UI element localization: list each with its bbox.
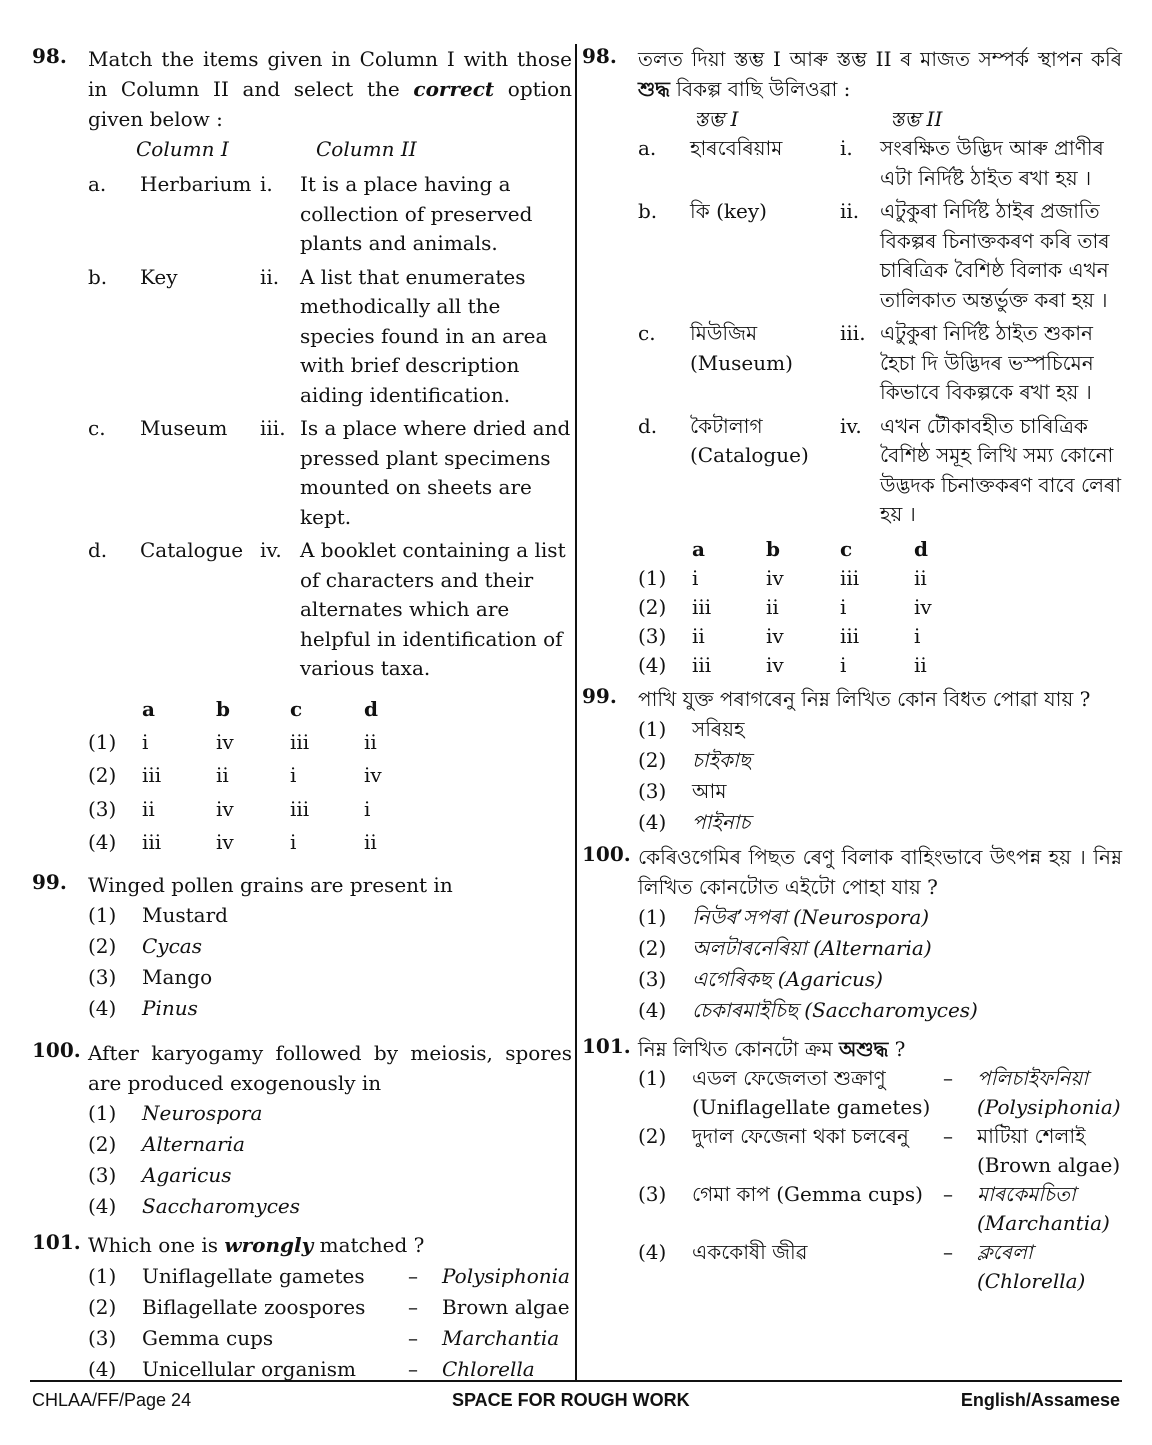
match-row (638, 197, 1122, 315)
option-number: (1) (88, 1263, 117, 1288)
answer-option[interactable] (638, 995, 1122, 1026)
row-letter: b. (638, 199, 658, 223)
match-row (638, 319, 1122, 408)
answer-option[interactable] (638, 745, 1122, 776)
option-number: (1) (638, 1065, 667, 1090)
match-row (638, 412, 1122, 530)
option-text: Agaricus (142, 1162, 232, 1187)
row-numeral: i. (260, 172, 273, 196)
pair-item: Uniflagellate gametes (142, 1263, 365, 1288)
pair-dash: – (943, 1123, 953, 1148)
option-number: (2) (638, 594, 667, 619)
option-value: iv (216, 729, 234, 754)
pair-dash: – (408, 1294, 418, 1319)
answer-option[interactable] (88, 900, 572, 931)
match-row (88, 263, 572, 411)
column-2-item: Is a place where dried and pressed plant specimens mounted on sheets are kept. (300, 416, 571, 529)
question-text: After karyogamy followed by meiosis, spores are produced exogenously in (88, 1040, 572, 1095)
option-number: (4) (88, 995, 117, 1020)
option-value: ii (766, 594, 779, 619)
answer-option[interactable] (88, 931, 572, 962)
pair-dash: – (943, 1181, 953, 1206)
answer-option[interactable] (638, 593, 1122, 622)
question-number: 100. (32, 1037, 81, 1062)
pair-item: গেমা কাপ (Gemma cups) (692, 1181, 923, 1206)
option-number: (3) (88, 1162, 117, 1187)
option-number: (1) (638, 716, 667, 741)
option-number: (3) (638, 623, 667, 648)
column-2-item: এটুকুৰা নিৰ্দিষ্ট ঠাইত শুকান হৈচা দি উদ্ভিদৰ ভস্পচিমেন কিভাবে বিকল্পকে ৰখা হয় । (880, 321, 1094, 404)
answer-option[interactable] (88, 826, 572, 860)
answer-option[interactable] (638, 1064, 1122, 1122)
option-text: Mango (142, 964, 213, 989)
row-letter: a. (88, 172, 107, 196)
question-text: পাখি যুক্ত পৰাগৰেনু নিম্ন লিখিত কোন বিধত পোৱা যায় ? (638, 686, 1091, 711)
option-number: (3) (638, 778, 667, 803)
pair-dash: – (943, 1065, 953, 1090)
option-value: ii (216, 763, 229, 787)
option-value: i (840, 594, 847, 619)
options-100 (32, 1098, 572, 1222)
question-text: তলত দিয়া স্তম্ভ I আৰু স্তম্ভ II ৰ মাজত সম্পৰ্ক স্থাপন কৰি শুদ্ধ বিকল্প বাছি উলিওৱা : (638, 47, 1122, 101)
column-2-item: A booklet containing a list of characters and their alternates which are helpful in identification of various taxa. (300, 538, 566, 680)
option-value: ii (914, 652, 927, 677)
question-text: Winged pollen grains are present in (88, 872, 453, 897)
option-number: (2) (638, 1123, 667, 1148)
question-number: 98. (582, 44, 617, 68)
options-100 (582, 902, 1122, 1026)
option-number: (1) (88, 729, 117, 754)
option-value: ii (142, 796, 155, 821)
option-value: ii (364, 830, 377, 854)
answer-option[interactable] (88, 1293, 572, 1322)
row-letter: c. (638, 321, 656, 345)
option-value: iv (216, 830, 234, 854)
question-101-as (582, 1034, 1122, 1064)
answer-option[interactable] (638, 1180, 1122, 1238)
option-text: অলটাৰনেৰিয়া (Alternaria) (692, 935, 932, 960)
option-text: Pinus (142, 995, 198, 1020)
option-value: iii (142, 763, 162, 787)
pair-match: পলিচাইফনিয়া (Polysiphonia) (977, 1065, 1121, 1119)
option-value: iii (142, 830, 162, 854)
answer-option[interactable] (638, 622, 1122, 651)
answer-option[interactable] (88, 759, 572, 793)
option-text: সৰিয়হ (692, 716, 745, 741)
answer-option[interactable] (88, 993, 572, 1024)
column-1-item: Museum (140, 416, 228, 440)
option-number: (2) (88, 1294, 117, 1319)
answer-option[interactable] (638, 564, 1122, 593)
question-98 (32, 44, 572, 134)
column-1-header: Column I (136, 137, 229, 161)
option-value: i (290, 830, 297, 854)
question-100 (32, 1038, 572, 1098)
option-number: (2) (88, 763, 117, 787)
column-2-item: It is a place having a collection of preserved plants and animals. (300, 172, 533, 255)
row-letter: c. (88, 416, 106, 440)
pair-match: Brown algae (442, 1294, 570, 1319)
row-numeral: iii. (260, 416, 286, 440)
answer-option[interactable] (638, 651, 1122, 680)
column-2-item: এটুকুৰা নিৰ্দিষ্ট ঠাইৰ প্ৰজাতি বিকল্পৰ চিনাক্তকৰণ কৰি তাৰ চাৰিত্ৰিক বৈশিষ্ঠ বিলাক এখন তালিকাত অন্তৰ্ভুক্ত কৰা হয় । (880, 199, 1110, 312)
option-text: এগেৰিকছ (Agaricus) (692, 966, 883, 991)
answer-option[interactable] (638, 1122, 1122, 1180)
option-text: নিউৰ’সপৰা (Neurospora) (692, 904, 930, 929)
footer-page-code: CHLAA/FF/Page 24 (32, 1390, 192, 1410)
pair-item: Unicellular organism (142, 1356, 356, 1381)
option-value: iii (840, 623, 860, 648)
column-2-header: স্তম্ভ II (890, 107, 943, 131)
answer-option[interactable] (638, 776, 1122, 807)
option-value: i (364, 796, 371, 821)
option-number: (4) (638, 1239, 667, 1264)
answer-option[interactable] (88, 1191, 572, 1222)
row-letter: b. (88, 264, 108, 289)
question-99-as (582, 684, 1122, 714)
answer-options (32, 726, 572, 860)
question-text: নিম্ন লিখিত কোনটো ক্ৰম অশুদ্ধ ? (638, 1036, 906, 1061)
option-number: (4) (88, 830, 117, 854)
row-letter: d. (638, 413, 658, 438)
answer-option[interactable] (88, 1098, 572, 1129)
column-2-item: সংৰক্ষিত উদ্ভিদ আৰু প্ৰাণীৰ এটা নিৰ্দিষ্ট ঠাইত ৰখা হয় । (880, 136, 1104, 190)
option-value: iv (766, 623, 784, 648)
option-value: i (840, 652, 847, 677)
option-text: Alternaria (142, 1131, 245, 1156)
pair-item: Gemma cups (142, 1325, 274, 1350)
option-number: (4) (638, 997, 667, 1022)
option-value: iv (216, 796, 234, 821)
pair-match: মাৰকেমচিতা (Marchantia) (977, 1181, 1110, 1235)
row-letter: a. (638, 136, 657, 160)
question-number: 101. (32, 1229, 81, 1254)
option-number: (1) (638, 565, 667, 590)
pair-dash: – (408, 1325, 418, 1350)
pair-match: ক্লৰেলা (Chlorella) (977, 1239, 1086, 1293)
match-row (88, 170, 572, 259)
option-text: পাইনাচ (692, 809, 751, 834)
column-2-item: A list that enumerates methodically all the species found in an area with brief description aiding identification. (300, 264, 548, 407)
pair-item: দুদাল ফেজেনা থকা চলৰেনু (692, 1123, 909, 1148)
option-text: Mustard (142, 902, 228, 927)
option-value: iii (692, 594, 712, 619)
option-text: আম (692, 778, 727, 803)
answer-option[interactable] (88, 726, 572, 760)
option-value: iv (364, 763, 382, 787)
answer-option[interactable] (638, 964, 1122, 995)
option-number: (2) (88, 1131, 117, 1156)
answer-option[interactable] (88, 793, 572, 827)
assamese-column (582, 44, 1122, 1296)
question-number: 101. (582, 1033, 631, 1058)
option-value: iii (290, 796, 310, 821)
option-value: iv (766, 565, 784, 590)
option-number: (1) (88, 902, 117, 927)
answer-option[interactable] (638, 714, 1122, 745)
column-1-item: Herbarium (140, 172, 252, 196)
option-number: (3) (638, 1181, 667, 1206)
match-table (582, 134, 1122, 530)
pair-item: এককোষী জীৱ (692, 1239, 808, 1264)
pair-dash: – (943, 1239, 953, 1264)
answer-option[interactable] (638, 902, 1122, 933)
match-row (638, 134, 1122, 193)
option-value: i (914, 623, 921, 648)
pair-match: Polysiphonia (442, 1263, 570, 1288)
option-value: iii (840, 565, 860, 590)
answer-option[interactable] (88, 1160, 572, 1191)
row-numeral: iii. (840, 321, 866, 345)
question-text: কেৰিওগেমিৰ পিছত ৰেণু বিলাক বাহিংভাবে উৎপন্ন হয় । নিম্ন লিখিত কোনটোত এইটো পোহা যায় ? (638, 844, 1122, 899)
option-text: চাইকাছ (692, 747, 751, 772)
question-text: Match the items given in Column I with those in Column II and select the correct option given below : (88, 47, 572, 131)
question-100-as (582, 842, 1122, 902)
option-value: iii (692, 652, 712, 677)
option-number: (2) (88, 933, 117, 958)
question-text: Which one is wrongly matched ? (88, 1232, 425, 1257)
option-number: (4) (638, 652, 667, 677)
column-2-item: এখন টৌকাবহীত চাৰিত্ৰিক বৈশিষ্ঠ সমূহ লিখি সম্য কোনো উদ্ভদক চিনাক্তকৰণ বাবে লেৰা হয় । (880, 413, 1122, 526)
match-row (88, 536, 572, 684)
row-numeral: iv. (260, 538, 282, 562)
answer-option[interactable] (88, 1324, 572, 1353)
question-number: 99. (582, 683, 617, 708)
option-value: ii (914, 565, 927, 590)
options-99 (32, 900, 572, 1024)
answer-option[interactable] (638, 1238, 1122, 1296)
option-value: ii (364, 729, 377, 754)
pair-match: Marchantia (442, 1325, 560, 1350)
answer-option[interactable] (88, 962, 572, 993)
answer-header: a b c d (142, 696, 378, 721)
option-value: i (290, 763, 297, 787)
answer-options (582, 564, 1122, 680)
option-number: (1) (88, 1100, 117, 1125)
answer-option[interactable] (638, 807, 1122, 838)
option-text: Saccharomyces (142, 1193, 300, 1218)
option-number: (4) (88, 1356, 117, 1381)
match-row (88, 414, 572, 532)
pair-item: Biflagellate zoospores (142, 1294, 366, 1319)
row-numeral: ii. (840, 199, 860, 223)
option-text: Neurospora (142, 1100, 263, 1125)
options-99 (582, 714, 1122, 838)
column-headers (32, 134, 572, 164)
pair-dash: – (408, 1263, 418, 1288)
question-101 (32, 1230, 572, 1260)
column-1-item: মিউজিম (Museum) (690, 321, 793, 375)
column-1-item: Catalogue (140, 538, 244, 562)
option-value: iv (914, 594, 932, 619)
option-number: (3) (88, 796, 117, 821)
option-number: (3) (88, 964, 117, 989)
option-number: (2) (638, 747, 667, 772)
option-value: iv (766, 652, 784, 677)
pair-item: এডল ফেজেলতা শুক্ৰাণু (Uniflagellate gametes) (692, 1065, 931, 1119)
question-99 (32, 870, 572, 900)
pair-match: মাটিয়া শেলাই (Brown algae) (977, 1123, 1121, 1177)
english-column (32, 44, 572, 1384)
column-divider (575, 44, 577, 1380)
column-1-item: হাৰবেৰিয়াম (690, 136, 783, 160)
option-text: Cycas (142, 933, 202, 958)
column-1-item: কৈটালাগ (Catalogue) (690, 413, 809, 467)
row-letter: d. (88, 538, 108, 562)
option-number: (4) (638, 809, 667, 834)
option-number: (3) (638, 966, 667, 991)
option-text: চেকাৰমাইচিছ (Saccharomyces) (692, 997, 978, 1022)
footer-rule (30, 1380, 1122, 1382)
question-98-as (582, 44, 1122, 104)
row-numeral: ii. (260, 264, 280, 289)
column-1-item: Key (140, 264, 178, 289)
question-number: 98. (32, 44, 67, 68)
answer-option[interactable] (88, 1129, 572, 1160)
column-headers (582, 104, 1122, 134)
answer-header: a b c d (692, 536, 928, 561)
options-101 (582, 1064, 1122, 1296)
column-1-item: কি (key) (690, 199, 767, 223)
answer-option[interactable] (88, 1262, 572, 1291)
options-101 (32, 1262, 572, 1384)
option-number: (1) (638, 904, 667, 929)
column-1-header: স্তম্ভ I (694, 107, 739, 131)
option-number: (4) (88, 1193, 117, 1218)
option-value: i (142, 729, 149, 754)
answer-option[interactable] (638, 933, 1122, 964)
row-numeral: i. (840, 136, 853, 160)
option-number: (2) (638, 935, 667, 960)
option-value: iii (290, 729, 310, 754)
match-table (32, 170, 572, 684)
option-number: (3) (88, 1325, 117, 1350)
question-number: 100. (582, 841, 631, 866)
row-numeral: iv. (840, 413, 862, 438)
column-2-header: Column II (316, 137, 417, 161)
pair-match: Chlorella (442, 1356, 535, 1381)
option-value: ii (692, 623, 705, 648)
option-value: i (692, 565, 699, 590)
footer-language: English/Assamese (960, 1390, 1120, 1410)
question-number: 99. (32, 869, 67, 894)
pair-dash: – (408, 1356, 418, 1381)
footer-rough-work: SPACE FOR ROUGH WORK (452, 1390, 690, 1410)
